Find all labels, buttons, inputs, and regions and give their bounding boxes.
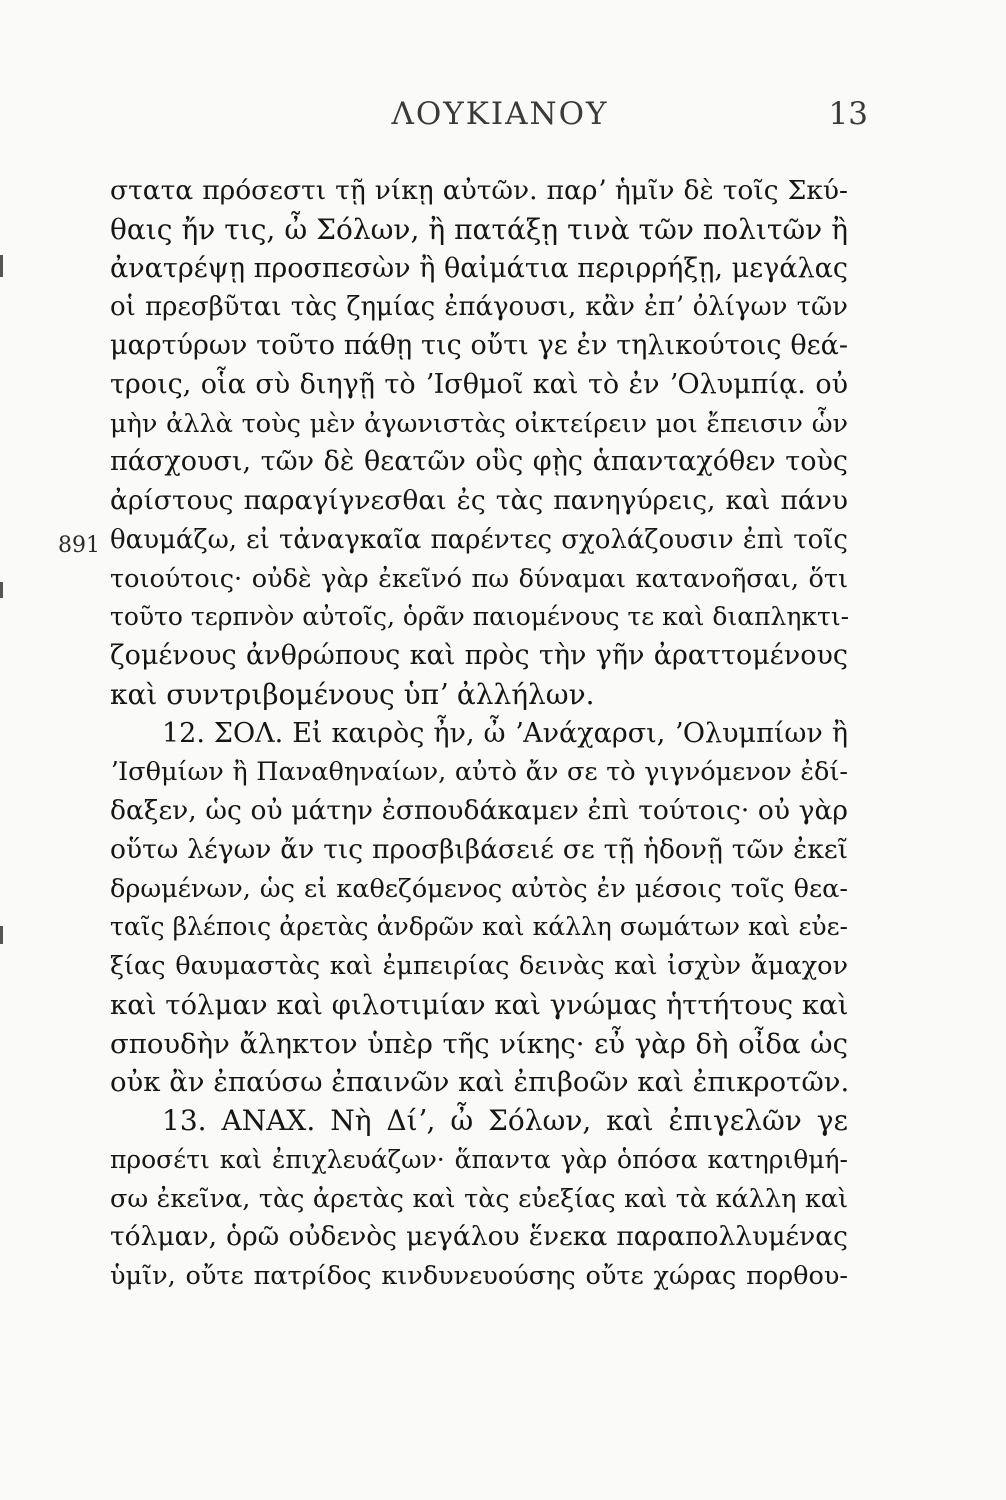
text-line: τοῦτο τερπνὸν αὐτοῖς, ὁρᾶν παιομένους τε καὶ διαπληκτι-: [110, 602, 850, 632]
text-line: μαρτύρων τοῦτο πάθῃ τις οὔτι γε ἐν τηλικούτοις θεά-: [110, 330, 848, 361]
text-line: οἱ πρεσβῦται τὰς ζημίας ἐπάγουσι, κἂν ἐπʼ ὀλίγων τῶν: [110, 292, 848, 323]
body-text: [110, 172, 848, 1296]
text-line: τροις, οἷα σὺ διηγῇ τὸ ʼΙσθμοῖ καὶ τὸ ἐν ʼΟλυμπίᾳ. οὐ: [110, 368, 848, 400]
running-title: ΛΟΥΚΙΑΝΟΥ: [391, 96, 609, 132]
text-line: πάσχουσι, τῶν δὲ θεατῶν οὓς φῂς ἁπανταχόθεν τοὺς: [110, 446, 848, 478]
text-line: οὐκ ἂν ἐπαύσω ἐπαινῶν καὶ ἐπιβοῶν καὶ ἐπικροτῶν.: [110, 1066, 850, 1099]
left-edge-mark: [0, 255, 3, 277]
text-line: ἀρίστους παραγίγνεσθαι ἐς τὰς πανηγύρεις, καὶ πάνυ: [110, 485, 848, 516]
text-line: σω ἐκεῖνα, τὰς ἀρετὰς καὶ τὰς εὐεξίας καὶ τὰ κάλλη καὶ: [110, 1183, 848, 1214]
left-edge-mark: [0, 926, 3, 944]
left-edge-mark: [0, 582, 3, 598]
text-line: τοιούτοις· οὐδὲ γὰρ ἐκεῖνό πω δύναμαι κατανοῆσαι, ὅτι: [110, 563, 848, 594]
text-line: ʼΙσθμίων ἢ Παναθηναίων, αὐτὸ ἄν σε τὸ γιγνόμενον ἐδί-: [110, 757, 848, 788]
section-heading-line: 13. ΑΝΑΧ. Νὴ Δίʼ, ὦ Σόλων, καὶ ἐπιγελῶν γε: [162, 1104, 848, 1137]
text-line: τόλμαν, ὁρῶ οὐδενὸς μεγάλου ἕνεκα παραπολλυμένας: [110, 1221, 848, 1253]
text-line: δαξεν, ὡς οὐ μάτην ἐσπουδάκαμεν ἐπὶ τούτοις· οὐ γὰρ: [110, 795, 848, 826]
text-line: ἀνατρέψῃ προσπεσὼν ἢ θαἰμάτια περιρρήξῃ, μεγάλας: [110, 252, 848, 284]
text-line: οὕτω λέγων ἄν τις προσβιβάσειέ σε τῇ ἡδονῇ τῶν ἐκεῖ: [110, 833, 848, 865]
text-line: μὴν ἀλλὰ τοὺς μὲν ἀγωνιστὰς οἰκτείρειν μοι ἔπεισιν ὧν: [110, 408, 848, 439]
text-line: ζομένους ἀνθρώπους καὶ πρὸς τὴν γῆν ἀραττομένους: [110, 640, 848, 671]
text-line: ὑμῖν, οὔτε πατρίδος κινδυνευούσης οὔτε χώρας πορθου-: [110, 1261, 848, 1291]
text-line: ξίας θαυμαστὰς καὶ ἐμπειρίας δεινὰς καὶ ἰσχὺν ἄμαχον: [110, 951, 848, 981]
text-line: στατα πρόσεστι τῇ νίκῃ αὐτῶν. παρʼ ἡμῖν δὲ τοῖς Σκύ-: [110, 175, 848, 206]
text-line: καὶ τόλμαν καὶ φιλοτιμίαν καὶ γνώμας ἡττήτους καὶ: [110, 988, 849, 1021]
text-line: ταῖς βλέποις ἀρετὰς ἀνδρῶν καὶ κάλλη σωμάτων καὶ εὐε-: [110, 912, 848, 942]
text-line: δρωμένων, ὡς εἰ καθεζόμενος αὐτὸς ἐν μέσοις τοῖς θεα-: [110, 873, 848, 904]
text-line: καὶ συντριβομένους ὑπʼ ἀλλήλων.: [110, 677, 595, 711]
text-line: σπουδὴν ἄληκτον ὑπὲρ τῆς νίκης· εὖ γὰρ δὴ οἶδα ὡς: [110, 1027, 848, 1060]
page-number: 13: [828, 96, 868, 132]
text-line: προσέτι καὶ ἐπιχλευάζων· ἅπαντα γὰρ ὁπόσα κατηριθμή-: [110, 1144, 848, 1174]
margin-line-number: 891: [58, 533, 100, 558]
section-heading-line: 12. ΣΟΛ. Εἰ καιρὸς ἦν, ὦ ʼΑνάχαρσι, ʼΟλυμπίων ἢ: [162, 717, 848, 749]
text-line: θαις ἤν τις, ὦ Σόλων, ἢ πατάξῃ τινὰ τῶν πολιτῶν ἢ: [110, 212, 848, 246]
text-line: θαυμάζω, εἰ τἀναγκαῖα παρέντες σχολάζουσιν ἐπὶ τοῖς: [110, 524, 848, 555]
